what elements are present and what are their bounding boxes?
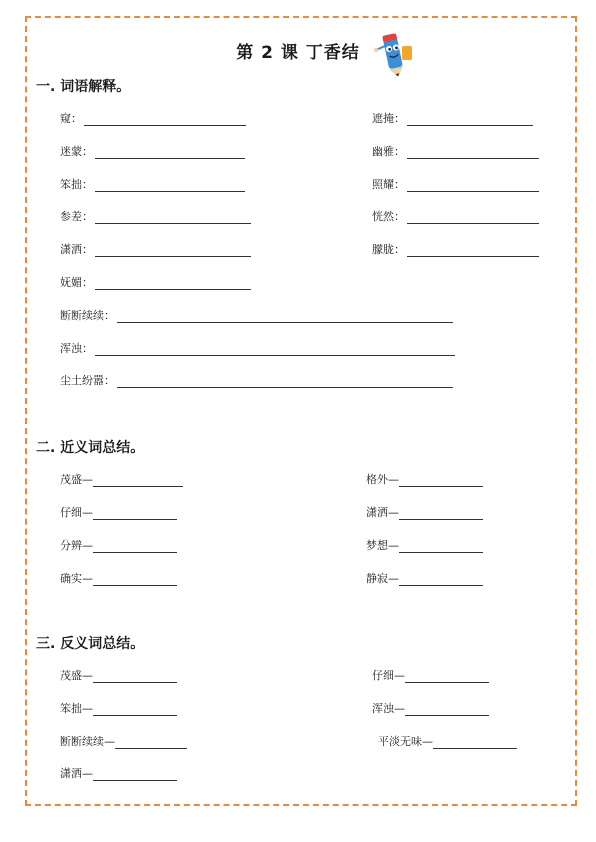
synonym-item — [366, 504, 483, 520]
vocab-item — [372, 241, 539, 257]
antonym-label: 潇洒— — [60, 767, 93, 780]
vocab-label: 笨拙： — [60, 178, 93, 191]
synonym-label: 分辨— — [60, 539, 93, 552]
answer-line[interactable] — [399, 540, 483, 553]
page-border — [25, 16, 577, 806]
antonym-item — [60, 765, 177, 781]
answer-line[interactable] — [93, 670, 177, 683]
synonym-item — [60, 504, 177, 520]
vocab-label: 恍然： — [372, 210, 405, 223]
answer-line[interactable] — [93, 703, 177, 716]
synonym-label: 静寂— — [366, 572, 399, 585]
vocab-label: 尘土纷嚣： — [60, 374, 115, 387]
answer-line[interactable] — [399, 573, 483, 586]
vocab-label: 幽雅： — [372, 145, 405, 158]
vocab-label: 潇洒： — [60, 243, 93, 256]
vocab-item — [372, 143, 539, 159]
vocab-item — [372, 208, 539, 224]
antonym-label: 仔细— — [372, 669, 405, 682]
answer-line[interactable] — [95, 211, 251, 224]
synonym-item — [60, 471, 183, 487]
answer-line[interactable] — [117, 375, 453, 388]
answer-line[interactable] — [407, 244, 539, 257]
answer-line[interactable] — [407, 113, 533, 126]
vocab-item — [372, 110, 533, 126]
answer-line[interactable] — [405, 703, 489, 716]
vocab-item — [60, 241, 251, 257]
vocab-label: 窥： — [60, 112, 82, 125]
answer-line[interactable] — [115, 736, 187, 749]
answer-line[interactable] — [405, 670, 489, 683]
answer-line[interactable] — [93, 768, 177, 781]
antonym-item — [60, 667, 177, 683]
vocab-label: 遮掩： — [372, 112, 405, 125]
synonym-label: 潇洒— — [366, 506, 399, 519]
answer-line[interactable] — [407, 179, 539, 192]
vocab-item — [60, 110, 246, 126]
synonym-label: 茂盛— — [60, 473, 93, 486]
antonym-item — [60, 700, 177, 716]
vocab-item — [60, 340, 455, 356]
vocab-label: 迷蒙： — [60, 145, 93, 158]
antonym-label: 平淡无味— — [378, 735, 433, 748]
answer-line[interactable] — [95, 244, 251, 257]
antonym-label: 断断续续— — [60, 735, 115, 748]
pencil-mascot-icon — [370, 28, 418, 78]
answer-line[interactable] — [117, 310, 453, 323]
answer-line[interactable] — [433, 736, 517, 749]
vocab-label: 浑浊： — [60, 342, 93, 355]
synonym-item — [366, 471, 483, 487]
vocab-label: 朦胧： — [372, 243, 405, 256]
answer-line[interactable] — [84, 113, 246, 126]
antonym-label: 笨拙— — [60, 702, 93, 715]
vocab-item — [60, 274, 251, 290]
vocab-item — [60, 176, 245, 192]
synonym-item — [60, 570, 177, 586]
synonym-label: 格外— — [366, 473, 399, 486]
vocab-item — [60, 372, 453, 388]
antonym-item — [60, 733, 187, 749]
answer-line[interactable] — [93, 507, 177, 520]
answer-line[interactable] — [399, 507, 483, 520]
answer-line[interactable] — [407, 146, 539, 159]
vocab-label: 妩媚： — [60, 276, 93, 289]
synonym-item — [366, 570, 483, 586]
vocab-item — [60, 208, 251, 224]
answer-line[interactable] — [95, 343, 455, 356]
antonym-item — [372, 700, 489, 716]
antonym-label: 浑浊— — [372, 702, 405, 715]
answer-line[interactable] — [93, 573, 177, 586]
section-heading-vocab: 一. 词语解释。 — [36, 79, 131, 95]
answer-line[interactable] — [399, 474, 483, 487]
answer-line[interactable] — [95, 277, 251, 290]
answer-line[interactable] — [95, 179, 245, 192]
answer-line[interactable] — [95, 146, 245, 159]
antonym-label: 茂盛— — [60, 669, 93, 682]
vocab-label: 照耀： — [372, 178, 405, 191]
answer-line[interactable] — [93, 540, 177, 553]
vocab-item — [60, 143, 245, 159]
answer-line[interactable] — [93, 474, 183, 487]
antonym-item — [378, 733, 517, 749]
antonym-item — [372, 667, 489, 683]
section-heading-antonyms: 三. 反义词总结。 — [36, 636, 145, 652]
synonym-label: 确实— — [60, 572, 93, 585]
vocab-label: 断断续续： — [60, 309, 115, 322]
synonym-label: 仔细— — [60, 506, 93, 519]
page-title: 第 2 课 丁香结 — [236, 43, 360, 63]
synonym-item — [366, 537, 483, 553]
synonym-label: 梦想— — [366, 539, 399, 552]
answer-line[interactable] — [407, 211, 539, 224]
vocab-item — [372, 176, 539, 192]
vocab-label: 参差： — [60, 210, 93, 223]
section-heading-synonyms: 二. 近义词总结。 — [36, 440, 145, 456]
vocab-item — [60, 307, 453, 323]
synonym-item — [60, 537, 177, 553]
